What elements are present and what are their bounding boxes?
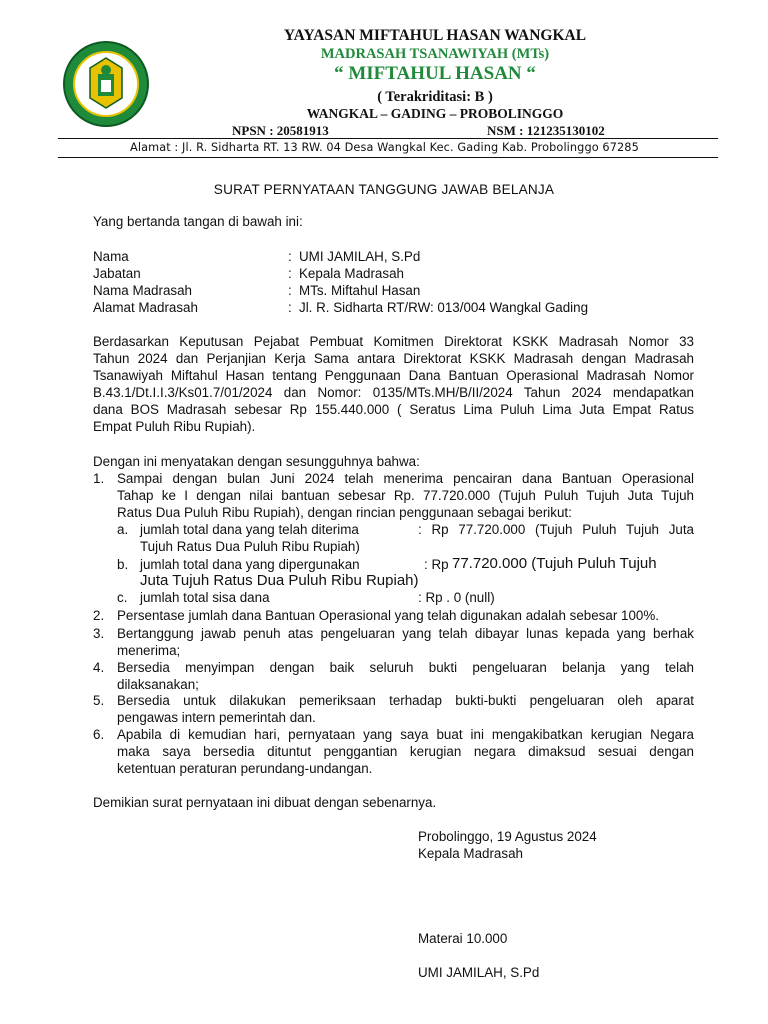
item-5-line: Bersedia untuk dilakukan pemeriksaan terhadap bukti-bukti pengeluaran oleh aparat xyxy=(117,693,694,708)
sub-letter: c. xyxy=(117,590,128,605)
item-4-line: dilaksanakan; xyxy=(117,677,199,692)
letterhead-region: WANGKAL – GADING – PROBOLINGGO xyxy=(306,106,564,121)
identity-colon: : xyxy=(288,300,292,315)
identity-key: Jabatan xyxy=(93,266,141,281)
item-number: 2. xyxy=(93,608,105,623)
basis-line: Tsanawiyah Miftahul Hasan tentang Penggunaan Dana Bantuan Operasional Madrasah Nomor xyxy=(93,368,694,383)
sub-b-value: 77.720.000 (Tujuh Puluh Tujuh xyxy=(452,555,657,572)
identity-key: Nama Madrasah xyxy=(93,283,192,298)
sub-a-value: : Rp 77.720.000 (Tujuh Puluh Tujuh Juta xyxy=(418,522,694,537)
item-number: 4. xyxy=(93,660,105,675)
sub-a-label: jumlah total dana yang telah diterima xyxy=(140,522,359,537)
item-5-line: pengawas intern pemerintah dan. xyxy=(117,710,316,725)
item-3-line: Bertanggung jawab penuh atas pengeluaran yang telah dibayar lunas kepada yang berhak xyxy=(117,626,694,641)
item-6-line: ketentuan peraturan perundang-undangan. xyxy=(117,761,373,776)
letterhead-divider-bottom xyxy=(58,157,718,158)
sub-c-label: jumlah total sisa dana xyxy=(140,590,270,605)
sub-b-value-cont: Juta Tujuh Ratus Dua Puluh Ribu Rupiah) xyxy=(140,572,419,589)
item-number: 3. xyxy=(93,626,105,641)
identity-value: UMI JAMILAH, S.Pd xyxy=(299,249,421,264)
identity-row-school xyxy=(93,283,653,300)
identity-key: Alamat Madrasah xyxy=(93,300,198,315)
item-3-line: menerima; xyxy=(117,643,181,658)
identity-value: Kepala Madrasah xyxy=(299,266,404,281)
sub-letter: a. xyxy=(117,522,129,537)
document-title: SURAT PERNYATAAN TANGGUNG JAWAB BELANJA xyxy=(213,182,555,197)
signature-position: Kepala Madrasah xyxy=(418,846,523,861)
item-4-line: Bersedia menyimpan dengan baik seluruh bukti pengeluaran belanja yang telah xyxy=(117,660,694,675)
letterhead-address: Alamat : Jl. R. Sidharta RT. 13 RW. 04 Desa Wangkal Kec. Gading Kab. Probolinggo 67285 xyxy=(130,141,639,154)
item-2-text: Persentase jumlah dana Bantuan Operasional yang telah digunakan adalah sebesar 100%. xyxy=(117,608,659,623)
identity-colon: : xyxy=(288,249,292,264)
letterhead-yayasan: YAYASAN MIFTAHUL HASAN WANGKAL xyxy=(283,27,587,44)
identity-row-position xyxy=(93,266,653,283)
identity-row-name xyxy=(93,249,653,266)
item-number: 5. xyxy=(93,693,105,708)
letterhead-divider xyxy=(58,138,718,139)
letterhead-npsn: NPSN : 20581913 xyxy=(232,123,329,138)
item-number: 6. xyxy=(93,727,105,742)
basis-line: Tahun 2024 dan Perjanjian Kerja Sama antara Direktorat KSKK Madrasah dengan Madrasah xyxy=(93,351,694,366)
school-logo xyxy=(62,40,150,128)
closing-text: Demikian surat pernyataan ini dibuat dengan sebenarnya. xyxy=(93,795,437,810)
identity-row-address xyxy=(93,300,653,317)
sub-b-value-prefix: : Rp xyxy=(424,557,449,572)
basis-line: B.43.1/Dt.I.I.3/Ks01.7/01/2024 dan Nomor: 0135/MTs.MH/B/II/2024 Tahun 2024 mendapatkan xyxy=(93,385,694,400)
item-1-line: Ratus Dua Puluh Ribu Rupiah), dengan rincian penggunaan sebagai berikut: xyxy=(117,505,572,520)
letterhead-accreditation: ( Terakriditasi: B ) xyxy=(377,89,493,105)
item-1-line: Tahap ke I dengan nilai bantuan sebesar Rp. 77.720.000 (Tujuh Puluh Tujuh Juta Tujuh xyxy=(117,488,694,503)
item-6-line: maka saya bersedia dituntut penggantian kerugian negara dimaksud sesuai dengan xyxy=(117,744,694,759)
letterhead-madrasah: MADRASAH TSANAWIYAH (MTs) xyxy=(320,46,550,62)
basis-line: dana BOS Madrasah sebesar Rp 155.440.000 ( Seratus Lima Puluh Lima Juta Empat Ratus xyxy=(93,402,694,417)
sub-b-label: jumlah total dana yang dipergunakan xyxy=(140,557,360,572)
signature-materai: Materai 10.000 xyxy=(418,931,508,946)
intro-text: Yang bertanda tangan di bawah ini: xyxy=(93,214,303,229)
letterhead-school-name: “ MIFTAHUL HASAN “ xyxy=(334,63,536,84)
identity-colon: : xyxy=(288,266,292,281)
sub-c-value: : Rp . 0 (null) xyxy=(418,590,495,605)
signature-name: UMI JAMILAH, S.Pd xyxy=(418,965,540,980)
identity-key: Nama xyxy=(93,249,129,264)
identity-colon: : xyxy=(288,283,292,298)
statement-intro: Dengan ini menyatakan dengan sesungguhnya bahwa: xyxy=(93,454,420,469)
signature-place-date: Probolinggo, 19 Agustus 2024 xyxy=(418,829,597,844)
identity-value: Jl. R. Sidharta RT/RW: 013/004 Wangkal Gading xyxy=(299,300,589,315)
letterhead-nsm: NSM : 121235130102 xyxy=(487,123,605,138)
basis-line: Berdasarkan Keputusan Pejabat Pembuat Komitmen Direktorat KSKK Madrasah Nomor 33 xyxy=(93,334,694,349)
sub-a-value-cont: Tujuh Ratus Dua Puluh Ribu Rupiah) xyxy=(140,539,360,554)
item-6-line: Apabila di kemudian hari, pernyataan yang saya buat ini mengakibatkan kerugian Negara xyxy=(117,727,694,742)
item-1-line: Sampai dengan bulan Juni 2024 telah menerima pencairan dana Bantuan Operasional xyxy=(117,471,694,486)
item-number: 1. xyxy=(93,471,105,486)
basis-line: Empat Puluh Ribu Rupiah). xyxy=(93,419,256,434)
sub-letter: b. xyxy=(117,557,129,572)
identity-value: MTs. Miftahul Hasan xyxy=(299,283,421,298)
